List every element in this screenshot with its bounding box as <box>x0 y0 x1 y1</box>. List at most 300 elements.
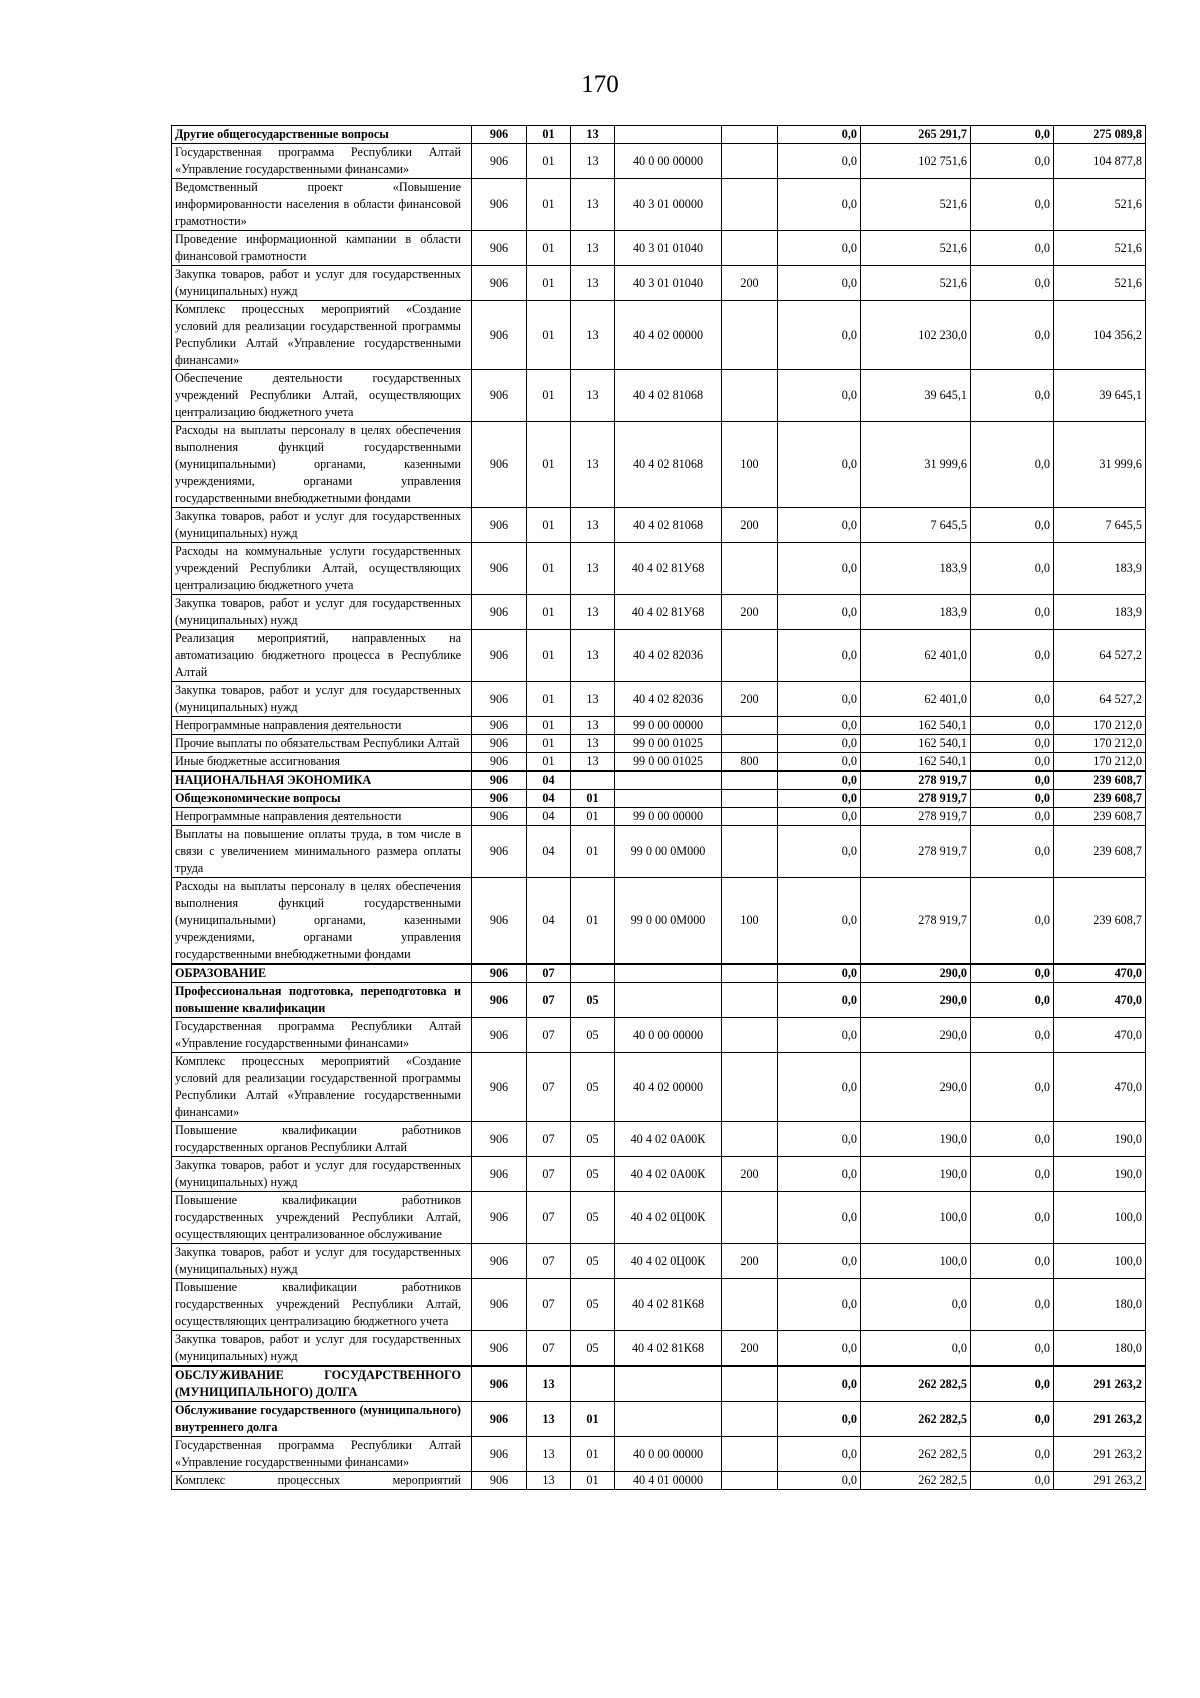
table-row <box>172 1366 1146 1402</box>
cell-value-4: 39 645,1 <box>1054 370 1146 422</box>
cell-value-3: 0,0 <box>971 370 1054 422</box>
cell-section: 01 <box>527 508 571 543</box>
cell-value-1: 0,0 <box>778 878 861 965</box>
cell-name: Общеэкономические вопросы <box>172 790 472 808</box>
cell-target-article: 40 4 02 0А00К <box>615 1157 722 1192</box>
cell-section: 01 <box>527 301 571 370</box>
table-row <box>172 808 1146 826</box>
cell-expense-type <box>722 983 778 1018</box>
cell-expense-type <box>722 717 778 735</box>
cell-subsection <box>571 1366 615 1402</box>
cell-value-3: 0,0 <box>971 1437 1054 1472</box>
cell-value-3: 0,0 <box>971 595 1054 630</box>
cell-section: 01 <box>527 370 571 422</box>
cell-section: 07 <box>527 964 571 983</box>
cell-name: Закупка товаров, работ и услуг для государственных (муниципальных) нужд <box>172 682 472 717</box>
cell-subsection: 13 <box>571 422 615 508</box>
cell-subsection: 13 <box>571 266 615 301</box>
cell-subsection: 05 <box>571 1053 615 1122</box>
table-row <box>172 1244 1146 1279</box>
cell-subsection: 01 <box>571 1402 615 1437</box>
cell-value-4: 275 089,8 <box>1054 126 1146 144</box>
cell-value-2: 0,0 <box>861 1331 971 1367</box>
cell-value-1: 0,0 <box>778 1472 861 1490</box>
cell-grbs: 906 <box>472 790 527 808</box>
cell-value-4: 64 527,2 <box>1054 682 1146 717</box>
cell-grbs: 906 <box>472 682 527 717</box>
table-row <box>172 790 1146 808</box>
table-row <box>172 231 1146 266</box>
cell-expense-type: 200 <box>722 1157 778 1192</box>
cell-section: 07 <box>527 1331 571 1367</box>
cell-section: 01 <box>527 144 571 179</box>
cell-name: Государственная программа Республики Алтай «Управление государственными финансами» <box>172 1018 472 1053</box>
cell-target-article: 99 0 00 00000 <box>615 717 722 735</box>
cell-expense-type: 100 <box>722 422 778 508</box>
cell-section: 13 <box>527 1366 571 1402</box>
cell-value-3: 0,0 <box>971 826 1054 878</box>
cell-expense-type <box>722 735 778 753</box>
cell-value-2: 262 282,5 <box>861 1472 971 1490</box>
cell-value-2: 278 919,7 <box>861 771 971 790</box>
table-row <box>172 422 1146 508</box>
table-row <box>172 1192 1146 1244</box>
cell-name: Комплекс процессных мероприятий «Создание условий для реализации государственной программы Республики Алтай «Управление государственными финансами» <box>172 301 472 370</box>
cell-value-4: 521,6 <box>1054 266 1146 301</box>
cell-grbs: 906 <box>472 266 527 301</box>
cell-value-4: 239 608,7 <box>1054 808 1146 826</box>
cell-value-2: 290,0 <box>861 1053 971 1122</box>
cell-section: 01 <box>527 543 571 595</box>
cell-section: 01 <box>527 231 571 266</box>
cell-value-2: 290,0 <box>861 983 971 1018</box>
cell-value-1: 0,0 <box>778 1053 861 1122</box>
cell-subsection: 01 <box>571 790 615 808</box>
cell-value-4: 183,9 <box>1054 595 1146 630</box>
cell-target-article <box>615 790 722 808</box>
cell-expense-type <box>722 1437 778 1472</box>
cell-value-1: 0,0 <box>778 1366 861 1402</box>
table-row <box>172 1018 1146 1053</box>
cell-target-article: 40 4 02 0Ц00К <box>615 1244 722 1279</box>
cell-target-article: 40 4 02 0А00К <box>615 1122 722 1157</box>
cell-subsection: 05 <box>571 1122 615 1157</box>
cell-value-3: 0,0 <box>971 1366 1054 1402</box>
cell-section: 07 <box>527 1244 571 1279</box>
page-number: 170 <box>581 71 619 98</box>
cell-value-1: 0,0 <box>778 422 861 508</box>
cell-grbs: 906 <box>472 808 527 826</box>
cell-target-article: 40 4 02 82036 <box>615 682 722 717</box>
cell-expense-type <box>722 231 778 266</box>
cell-expense-type: 200 <box>722 682 778 717</box>
cell-target-article: 99 0 00 0М000 <box>615 826 722 878</box>
cell-subsection <box>571 964 615 983</box>
cell-grbs: 906 <box>472 771 527 790</box>
cell-target-article: 40 4 02 81068 <box>615 422 722 508</box>
cell-grbs: 906 <box>472 231 527 266</box>
cell-value-2: 39 645,1 <box>861 370 971 422</box>
cell-value-2: 265 291,7 <box>861 126 971 144</box>
cell-grbs: 906 <box>472 1192 527 1244</box>
cell-value-4: 31 999,6 <box>1054 422 1146 508</box>
cell-value-3: 0,0 <box>971 717 1054 735</box>
cell-value-2: 7 645,5 <box>861 508 971 543</box>
cell-grbs: 906 <box>472 1053 527 1122</box>
table-row <box>172 126 1146 144</box>
cell-target-article: 40 3 01 00000 <box>615 179 722 231</box>
cell-name: Повышение квалификации работников государственных учреждений Республики Алтай, осуществляющих централизованное обслуживание <box>172 1192 472 1244</box>
table-row <box>172 964 1146 983</box>
cell-name: Иные бюджетные ассигнования <box>172 753 472 772</box>
cell-section: 07 <box>527 1122 571 1157</box>
cell-value-2: 521,6 <box>861 179 971 231</box>
cell-value-3: 0,0 <box>971 1192 1054 1244</box>
cell-name: Ведомственный проект «Повышение информированности населения в области финансовой грамотности» <box>172 179 472 231</box>
cell-value-4: 190,0 <box>1054 1122 1146 1157</box>
table-row <box>172 771 1146 790</box>
cell-target-article: 40 4 02 81К68 <box>615 1279 722 1331</box>
cell-target-article: 99 0 00 01025 <box>615 735 722 753</box>
cell-value-3: 0,0 <box>971 1157 1054 1192</box>
cell-value-1: 0,0 <box>778 790 861 808</box>
cell-grbs: 906 <box>472 1122 527 1157</box>
cell-value-1: 0,0 <box>778 753 861 772</box>
cell-name: Обеспечение деятельности государственных учреждений Республики Алтай, осуществляющих централизацию бюджетного учета <box>172 370 472 422</box>
cell-name: Закупка товаров, работ и услуг для государственных (муниципальных) нужд <box>172 1331 472 1367</box>
cell-section: 01 <box>527 266 571 301</box>
cell-section: 04 <box>527 878 571 965</box>
cell-subsection: 13 <box>571 543 615 595</box>
cell-value-3: 0,0 <box>971 301 1054 370</box>
cell-expense-type: 100 <box>722 878 778 965</box>
cell-name: Выплаты на повышение оплаты труда, в том числе в связи с увеличением минимального размера оплаты труда <box>172 826 472 878</box>
cell-grbs: 906 <box>472 1331 527 1367</box>
cell-expense-type <box>722 1402 778 1437</box>
cell-value-2: 183,9 <box>861 595 971 630</box>
cell-section: 07 <box>527 983 571 1018</box>
cell-target-article <box>615 1402 722 1437</box>
cell-value-2: 162 540,1 <box>861 735 971 753</box>
cell-value-1: 0,0 <box>778 717 861 735</box>
cell-expense-type <box>722 1279 778 1331</box>
cell-value-1: 0,0 <box>778 126 861 144</box>
cell-value-3: 0,0 <box>971 1331 1054 1367</box>
cell-target-article: 99 0 00 00000 <box>615 808 722 826</box>
cell-value-3: 0,0 <box>971 1122 1054 1157</box>
cell-grbs: 906 <box>472 179 527 231</box>
cell-value-3: 0,0 <box>971 735 1054 753</box>
cell-subsection: 13 <box>571 370 615 422</box>
cell-value-3: 0,0 <box>971 144 1054 179</box>
cell-value-2: 290,0 <box>861 964 971 983</box>
cell-value-2: 262 282,5 <box>861 1437 971 1472</box>
cell-value-1: 0,0 <box>778 301 861 370</box>
cell-value-2: 278 919,7 <box>861 826 971 878</box>
cell-expense-type: 200 <box>722 508 778 543</box>
cell-value-1: 0,0 <box>778 983 861 1018</box>
cell-grbs: 906 <box>472 1402 527 1437</box>
cell-value-4: 180,0 <box>1054 1279 1146 1331</box>
cell-grbs: 906 <box>472 595 527 630</box>
cell-value-4: 239 608,7 <box>1054 771 1146 790</box>
cell-value-4: 190,0 <box>1054 1157 1146 1192</box>
cell-target-article: 40 4 02 0Ц00К <box>615 1192 722 1244</box>
cell-subsection: 05 <box>571 1279 615 1331</box>
cell-value-3: 0,0 <box>971 508 1054 543</box>
cell-name: Государственная программа Республики Алтай «Управление государственными финансами» <box>172 1437 472 1472</box>
cell-value-2: 278 919,7 <box>861 790 971 808</box>
cell-expense-type <box>722 301 778 370</box>
cell-value-3: 0,0 <box>971 266 1054 301</box>
cell-name: Закупка товаров, работ и услуг для государственных (муниципальных) нужд <box>172 508 472 543</box>
cell-value-1: 0,0 <box>778 179 861 231</box>
cell-name: Профессиональная подготовка, переподготовка и повышение квалификации <box>172 983 472 1018</box>
cell-value-4: 170 212,0 <box>1054 753 1146 772</box>
cell-section: 01 <box>527 595 571 630</box>
cell-value-3: 0,0 <box>971 682 1054 717</box>
cell-name: Расходы на выплаты персоналу в целях обеспечения выполнения функций государственными (муниципальными) органами, казенными учреждениями, органами управления государственными внебюджетными фондами <box>172 878 472 965</box>
cell-value-4: 470,0 <box>1054 1018 1146 1053</box>
cell-value-3: 0,0 <box>971 983 1054 1018</box>
cell-value-2: 100,0 <box>861 1244 971 1279</box>
cell-value-3: 0,0 <box>971 231 1054 266</box>
cell-value-4: 521,6 <box>1054 179 1146 231</box>
cell-value-4: 239 608,7 <box>1054 878 1146 965</box>
cell-section: 01 <box>527 682 571 717</box>
cell-target-article: 40 3 01 01040 <box>615 231 722 266</box>
cell-value-1: 0,0 <box>778 231 861 266</box>
cell-expense-type <box>722 826 778 878</box>
cell-subsection: 13 <box>571 231 615 266</box>
budget-table <box>171 125 1146 1490</box>
cell-name: Комплекс процессных мероприятий <box>172 1472 472 1490</box>
cell-value-2: 521,6 <box>861 266 971 301</box>
cell-value-4: 64 527,2 <box>1054 630 1146 682</box>
cell-section: 07 <box>527 1192 571 1244</box>
cell-value-1: 0,0 <box>778 1157 861 1192</box>
cell-name: Комплекс процессных мероприятий «Создание условий для реализации государственной программы Республики Алтай «Управление государственными финансами» <box>172 1053 472 1122</box>
cell-name: Расходы на коммунальные услуги государственных учреждений Республики Алтай, осуществляющих централизацию бюджетного учета <box>172 543 472 595</box>
table-row <box>172 1437 1146 1472</box>
cell-subsection: 13 <box>571 630 615 682</box>
cell-name: Непрограммные направления деятельности <box>172 717 472 735</box>
cell-value-4: 104 356,2 <box>1054 301 1146 370</box>
cell-target-article <box>615 126 722 144</box>
cell-expense-type <box>722 1053 778 1122</box>
cell-grbs: 906 <box>472 144 527 179</box>
cell-name: НАЦИОНАЛЬНАЯ ЭКОНОМИКА <box>172 771 472 790</box>
table-row <box>172 179 1146 231</box>
cell-value-3: 0,0 <box>971 1402 1054 1437</box>
cell-name: Государственная программа Республики Алтай «Управление государственными финансами» <box>172 144 472 179</box>
cell-value-4: 7 645,5 <box>1054 508 1146 543</box>
table-row <box>172 370 1146 422</box>
cell-value-1: 0,0 <box>778 1018 861 1053</box>
cell-subsection: 13 <box>571 717 615 735</box>
cell-expense-type <box>722 1366 778 1402</box>
cell-grbs: 906 <box>472 1279 527 1331</box>
cell-expense-type <box>722 790 778 808</box>
cell-value-2: 183,9 <box>861 543 971 595</box>
cell-value-4: 100,0 <box>1054 1244 1146 1279</box>
cell-value-1: 0,0 <box>778 808 861 826</box>
cell-section: 13 <box>527 1402 571 1437</box>
cell-section: 01 <box>527 422 571 508</box>
cell-grbs: 906 <box>472 1472 527 1490</box>
cell-subsection: 01 <box>571 1472 615 1490</box>
cell-value-3: 0,0 <box>971 1244 1054 1279</box>
cell-subsection: 05 <box>571 1157 615 1192</box>
cell-value-4: 291 263,2 <box>1054 1366 1146 1402</box>
cell-value-3: 0,0 <box>971 808 1054 826</box>
cell-value-1: 0,0 <box>778 682 861 717</box>
cell-grbs: 906 <box>472 543 527 595</box>
cell-target-article: 40 4 02 81068 <box>615 370 722 422</box>
cell-subsection: 05 <box>571 1244 615 1279</box>
cell-expense-type <box>722 630 778 682</box>
cell-subsection: 13 <box>571 595 615 630</box>
table-row <box>172 717 1146 735</box>
cell-value-2: 62 401,0 <box>861 630 971 682</box>
cell-value-3: 0,0 <box>971 771 1054 790</box>
cell-grbs: 906 <box>472 508 527 543</box>
cell-value-3: 0,0 <box>971 1018 1054 1053</box>
cell-expense-type <box>722 543 778 595</box>
table-row <box>172 266 1146 301</box>
table-row <box>172 301 1146 370</box>
cell-section: 01 <box>527 179 571 231</box>
cell-target-article: 40 0 00 00000 <box>615 1437 722 1472</box>
cell-subsection <box>571 771 615 790</box>
cell-expense-type <box>722 126 778 144</box>
cell-value-4: 521,6 <box>1054 231 1146 266</box>
table-row <box>172 595 1146 630</box>
cell-value-3: 0,0 <box>971 630 1054 682</box>
cell-name: Реализация мероприятий, направленных на автоматизацию бюджетного процесса в Республике Алтай <box>172 630 472 682</box>
cell-value-2: 278 919,7 <box>861 808 971 826</box>
cell-expense-type: 200 <box>722 595 778 630</box>
cell-name: Другие общегосударственные вопросы <box>172 126 472 144</box>
cell-name: Закупка товаров, работ и услуг для государственных (муниципальных) нужд <box>172 1244 472 1279</box>
cell-value-1: 0,0 <box>778 1402 861 1437</box>
table-row <box>172 1053 1146 1122</box>
cell-value-1: 0,0 <box>778 1244 861 1279</box>
cell-expense-type <box>722 771 778 790</box>
cell-name: Обслуживание государственного (муниципального) внутреннего долга <box>172 1402 472 1437</box>
cell-value-1: 0,0 <box>778 1122 861 1157</box>
cell-value-3: 0,0 <box>971 543 1054 595</box>
cell-grbs: 906 <box>472 1244 527 1279</box>
cell-grbs: 906 <box>472 878 527 965</box>
cell-value-3: 0,0 <box>971 422 1054 508</box>
cell-section: 04 <box>527 826 571 878</box>
cell-value-2: 262 282,5 <box>861 1366 971 1402</box>
cell-grbs: 906 <box>472 1018 527 1053</box>
cell-section: 01 <box>527 735 571 753</box>
table-row <box>172 682 1146 717</box>
cell-value-3: 0,0 <box>971 964 1054 983</box>
cell-section: 01 <box>527 126 571 144</box>
cell-grbs: 906 <box>472 370 527 422</box>
cell-value-2: 102 230,0 <box>861 301 971 370</box>
cell-grbs: 906 <box>472 126 527 144</box>
cell-expense-type: 200 <box>722 1331 778 1367</box>
cell-value-2: 0,0 <box>861 1279 971 1331</box>
table-row <box>172 878 1146 965</box>
cell-subsection: 13 <box>571 301 615 370</box>
cell-expense-type <box>722 179 778 231</box>
cell-expense-type <box>722 144 778 179</box>
cell-target-article: 40 4 02 00000 <box>615 301 722 370</box>
cell-value-2: 278 919,7 <box>861 878 971 965</box>
cell-name: ОБСЛУЖИВАНИЕ ГОСУДАРСТВЕННОГО (МУНИЦИПАЛЬНОГО) ДОЛГА <box>172 1366 472 1402</box>
cell-value-4: 239 608,7 <box>1054 826 1146 878</box>
cell-section: 01 <box>527 753 571 772</box>
cell-value-1: 0,0 <box>778 144 861 179</box>
cell-section: 13 <box>527 1472 571 1490</box>
cell-value-4: 170 212,0 <box>1054 735 1146 753</box>
table-row <box>172 1331 1146 1367</box>
cell-grbs: 906 <box>472 735 527 753</box>
cell-name: Прочие выплаты по обязательствам Республики Алтай <box>172 735 472 753</box>
cell-section: 01 <box>527 630 571 682</box>
cell-expense-type: 200 <box>722 266 778 301</box>
cell-subsection: 05 <box>571 1192 615 1244</box>
cell-value-3: 0,0 <box>971 1472 1054 1490</box>
table-row <box>172 753 1146 772</box>
cell-subsection: 05 <box>571 983 615 1018</box>
cell-section: 07 <box>527 1157 571 1192</box>
cell-grbs: 906 <box>472 1157 527 1192</box>
cell-grbs: 906 <box>472 1437 527 1472</box>
cell-section: 04 <box>527 808 571 826</box>
cell-value-4: 183,9 <box>1054 543 1146 595</box>
cell-expense-type: 200 <box>722 1244 778 1279</box>
cell-value-3: 0,0 <box>971 753 1054 772</box>
cell-value-4: 291 263,2 <box>1054 1437 1146 1472</box>
cell-section: 04 <box>527 771 571 790</box>
cell-grbs: 906 <box>472 717 527 735</box>
cell-target-article: 40 4 02 00000 <box>615 1053 722 1122</box>
cell-value-4: 470,0 <box>1054 1053 1146 1122</box>
cell-target-article: 40 4 02 81068 <box>615 508 722 543</box>
cell-section: 04 <box>527 790 571 808</box>
table-row <box>172 1402 1146 1437</box>
cell-value-4: 291 263,2 <box>1054 1402 1146 1437</box>
table-row <box>172 735 1146 753</box>
cell-target-article <box>615 1366 722 1402</box>
cell-value-3: 0,0 <box>971 1053 1054 1122</box>
table-row <box>172 983 1146 1018</box>
cell-subsection: 13 <box>571 682 615 717</box>
cell-value-4: 100,0 <box>1054 1192 1146 1244</box>
cell-expense-type: 800 <box>722 753 778 772</box>
cell-name: Повышение квалификации работников государственных учреждений Республики Алтай, осуществляющих централизацию бюджетного учета <box>172 1279 472 1331</box>
cell-value-1: 0,0 <box>778 771 861 790</box>
cell-name: Расходы на выплаты персоналу в целях обеспечения выполнения функций государственными (муниципальными) органами, казенными учреждениями, органами управления государственными внебюджетными фондами <box>172 422 472 508</box>
cell-value-1: 0,0 <box>778 735 861 753</box>
cell-subsection: 01 <box>571 878 615 965</box>
cell-target-article: 40 4 02 81К68 <box>615 1331 722 1367</box>
cell-target-article: 40 4 01 00000 <box>615 1472 722 1490</box>
cell-value-1: 0,0 <box>778 266 861 301</box>
cell-value-2: 190,0 <box>861 1157 971 1192</box>
table-row <box>172 508 1146 543</box>
cell-subsection: 13 <box>571 735 615 753</box>
cell-expense-type <box>722 1472 778 1490</box>
cell-value-4: 470,0 <box>1054 983 1146 1018</box>
